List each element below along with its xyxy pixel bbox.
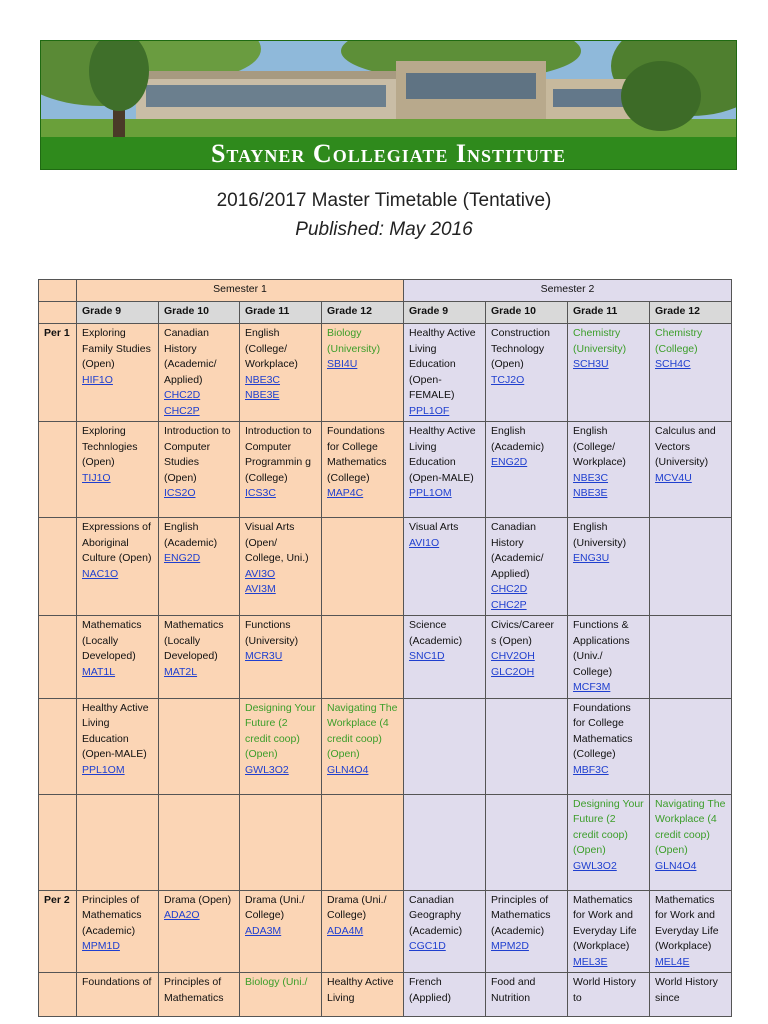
course-cell [240, 794, 322, 890]
course-cell [322, 890, 404, 973]
period-label [39, 698, 77, 794]
semester-1-header: Semester 1 [77, 280, 404, 302]
course-cell [650, 422, 732, 518]
period-label: Per 1 [39, 324, 77, 422]
period-label: Per 2 [39, 890, 77, 973]
course-title: English (College/ Workplace) [245, 327, 298, 370]
timetable-row [39, 973, 732, 1017]
course-code-link[interactable]: ICS3C [245, 487, 276, 499]
course-title: Designing Your Future (2 credit coop) (Open) [573, 797, 644, 856]
course-code-link[interactable]: SCH3U [573, 358, 609, 370]
timetable-row [39, 890, 732, 973]
corner-cell [39, 280, 77, 302]
course-code-link[interactable]: NBE3C [245, 373, 281, 386]
course-cell [486, 422, 568, 518]
course-code-link[interactable]: AVI3O [245, 567, 276, 580]
course-title: Exploring Technlogies (Open) [82, 425, 138, 468]
course-cell [568, 890, 650, 973]
school-name: Stayner Collegiate Institute [41, 137, 736, 170]
course-code-link[interactable]: MAP4C [327, 487, 364, 499]
course-cell [77, 794, 159, 890]
course-code-link[interactable]: GWL3O2 [573, 859, 617, 872]
course-title: Exploring Family Studies (Open) [82, 327, 151, 370]
course-code-link[interactable]: GLN4O4 [655, 859, 697, 872]
course-code-link[interactable]: MAT2L [164, 665, 198, 678]
course-code-link[interactable]: CHC2D [491, 583, 528, 595]
course-cell [568, 973, 650, 1017]
course-title: Mathematics for Work and Everyday Life (Workplace) [573, 893, 637, 952]
grade-header: Grade 12 [650, 302, 732, 324]
course-title: English (Academic) [491, 425, 545, 453]
document-subtitle: Published: May 2016 [295, 219, 473, 240]
course-cell [77, 890, 159, 973]
course-code-link[interactable]: MEL4E [655, 955, 690, 968]
course-title: English (College/ Workplace) [573, 425, 626, 468]
course-cell [159, 794, 240, 890]
timetable-row [39, 794, 732, 890]
course-cell [486, 890, 568, 973]
course-cell [240, 324, 322, 422]
course-title: Visual Arts [409, 521, 459, 533]
period-label [39, 518, 77, 616]
grade-header: Grade 10 [486, 302, 568, 324]
course-title: Healthy Active Living Education (Open-MALE) [409, 425, 476, 484]
course-code-link[interactable]: SBI4U [327, 358, 358, 370]
course-code-link[interactable]: NBE3E [245, 389, 280, 401]
course-title: World History to [573, 976, 636, 1004]
course-cell [404, 616, 486, 699]
course-cell [404, 973, 486, 1017]
course-cell [650, 794, 732, 890]
course-title: Science (Academic) [409, 619, 463, 647]
course-code-link[interactable]: SNC1D [409, 650, 445, 662]
course-title: Healthy Active Living Education (Open-FEMALE) [409, 327, 476, 401]
grade-header: Grade 10 [159, 302, 240, 324]
course-cell [322, 518, 404, 616]
course-title: Introduction to Computer Programmin g (College) [245, 425, 312, 484]
course-cell [159, 973, 240, 1017]
course-title: Food and Nutrition [491, 976, 536, 1004]
course-title: Mathematics (Locally Developed) [82, 619, 142, 662]
course-code-link[interactable]: MBF3C [573, 763, 609, 776]
document-title: 2016/2017 Master Timetable (Tentative) [216, 190, 552, 211]
course-cell [404, 890, 486, 973]
course-code-link[interactable]: MEL3E [573, 955, 608, 968]
course-title: Navigating The Workplace (4 credit coop) (Open) [327, 701, 398, 760]
course-code-link[interactable]: ADA4M [327, 924, 364, 937]
timetable-row [39, 324, 732, 422]
course-cell [159, 518, 240, 616]
course-cell [322, 698, 404, 794]
course-title: Functions & Applications (Univ./ College) [573, 619, 630, 678]
course-cell [240, 616, 322, 699]
course-title: Calculus and Vectors (University) [655, 425, 716, 468]
course-title: Construction Technology (Open) [491, 327, 550, 370]
course-code-link[interactable]: SCH4C [655, 358, 691, 370]
course-code-link[interactable]: TCJ2O [491, 373, 525, 386]
course-cell [650, 973, 732, 1017]
course-title: Principles of Mathematics [164, 976, 224, 1004]
course-cell [650, 698, 732, 794]
course-code-link[interactable]: AVI1O [409, 536, 440, 549]
course-cell [322, 422, 404, 518]
course-cell [240, 698, 322, 794]
course-code-link[interactable]: GLC2OH [491, 665, 535, 678]
semester-header-row [39, 280, 732, 302]
course-title: English (University) [573, 521, 627, 549]
course-cell [404, 324, 486, 422]
course-title: Introduction to Computer Studies (Open) [164, 425, 231, 484]
grade-header: Grade 12 [322, 302, 404, 324]
course-cell [650, 616, 732, 699]
course-title: Civics/Career s (Open) [491, 619, 555, 647]
course-title: English (Academic) [164, 521, 218, 549]
course-cell [322, 973, 404, 1017]
course-code-link[interactable]: NAC1O [82, 567, 119, 580]
course-cell [486, 518, 568, 616]
course-cell [240, 518, 322, 616]
course-title: Mathematics for Work and Everyday Life (Workplace) [655, 893, 719, 952]
course-title: Healthy Active Living [327, 976, 394, 1004]
course-cell [568, 422, 650, 518]
course-title: Canadian Geography (Academic) [409, 893, 463, 937]
course-title: Visual Arts (Open/ College, Uni.) [245, 521, 309, 564]
grade-header: Grade 9 [404, 302, 486, 324]
course-title: Canadian History (Academic/ Applied) [164, 327, 217, 386]
course-title: Navigating The Workplace (4 credit coop) (Open) [655, 797, 726, 856]
course-title: Chemistry (College) [655, 327, 703, 355]
course-title: Biology (University) [327, 327, 381, 355]
course-cell [650, 518, 732, 616]
course-cell [404, 794, 486, 890]
course-cell [568, 698, 650, 794]
course-title: Canadian History (Academic/ Applied) [491, 521, 544, 580]
corner-cell [39, 302, 77, 324]
course-title: Biology (Uni./ [245, 976, 308, 988]
grade-header-row [39, 302, 732, 324]
course-code-link[interactable]: MAT1L [82, 665, 116, 678]
period-label [39, 794, 77, 890]
course-cell [77, 973, 159, 1017]
course-title: Foundations for College Mathematics (College) [573, 701, 633, 760]
course-code-link[interactable]: ICS2O [164, 487, 196, 499]
course-code-link[interactable]: MCF3M [573, 681, 611, 693]
course-cell [159, 890, 240, 973]
course-cell [404, 518, 486, 616]
course-cell [486, 973, 568, 1017]
course-cell [240, 973, 322, 1017]
course-cell [77, 422, 159, 518]
grade-header: Grade 9 [77, 302, 159, 324]
course-code-link[interactable]: CHC2D [164, 389, 201, 401]
course-cell [322, 794, 404, 890]
course-cell [322, 616, 404, 699]
course-code-link[interactable]: MPM1D [82, 940, 120, 952]
timetable-row [39, 518, 732, 616]
course-code-link[interactable]: MPM2D [491, 940, 529, 952]
course-code-link[interactable]: HIF1O [82, 373, 113, 386]
course-title: Drama (Uni./ College) [245, 893, 305, 921]
period-label [39, 973, 77, 1017]
course-code-link[interactable]: ENG3U [573, 552, 610, 564]
course-cell [404, 422, 486, 518]
course-cell [486, 616, 568, 699]
course-cell [159, 616, 240, 699]
course-title: Expressions of Aboriginal Culture (Open) [82, 521, 152, 564]
course-title: Foundations of [82, 976, 152, 988]
course-title: World History since [655, 976, 718, 1004]
course-title: Principles of Mathematics (Academic) [82, 893, 142, 937]
course-cell [486, 698, 568, 794]
course-code-link[interactable]: MCV4U [655, 471, 692, 484]
course-cell [77, 698, 159, 794]
course-cell [486, 794, 568, 890]
period-label [39, 616, 77, 699]
course-cell [240, 890, 322, 973]
course-code-link[interactable]: GWL3O2 [245, 763, 289, 776]
course-code-link[interactable]: PPL1OM [409, 487, 452, 499]
course-cell [404, 698, 486, 794]
school-banner [40, 40, 737, 170]
course-title: Functions (University) [245, 619, 299, 647]
course-cell [77, 518, 159, 616]
course-cell [486, 324, 568, 422]
course-title: French (Applied) [409, 976, 452, 1004]
course-code-link[interactable]: CGC1D [409, 940, 446, 952]
course-code-link[interactable]: MCR3U [245, 650, 283, 662]
course-cell [240, 422, 322, 518]
course-cell [77, 616, 159, 699]
course-code-link[interactable]: CHC2P [164, 404, 200, 417]
course-code-link[interactable]: PPL1OF [409, 404, 450, 417]
course-code-link[interactable]: NBE3C [573, 471, 609, 484]
course-code-link[interactable]: TIJ1O [82, 471, 111, 484]
grade-header: Grade 11 [240, 302, 322, 324]
course-code-link[interactable]: CHC2P [491, 598, 527, 611]
timetable-row [39, 422, 732, 518]
course-cell [159, 324, 240, 422]
semester-2-header: Semester 2 [404, 280, 732, 302]
period-label [39, 422, 77, 518]
course-title: Drama (Open) [164, 893, 232, 906]
course-cell [159, 698, 240, 794]
course-cell [568, 794, 650, 890]
grade-header: Grade 11 [568, 302, 650, 324]
course-cell [568, 616, 650, 699]
course-title: Designing Your Future (2 credit coop) (Open) [245, 701, 316, 760]
course-cell [322, 324, 404, 422]
course-code-link[interactable]: GLN4O4 [327, 763, 369, 776]
course-cell [568, 518, 650, 616]
course-cell [568, 324, 650, 422]
master-timetable [38, 279, 732, 1017]
course-cell [159, 422, 240, 518]
course-title: Drama (Uni./ College) [327, 893, 387, 921]
course-cell [77, 324, 159, 422]
timetable-row [39, 698, 732, 794]
course-code-link[interactable]: AVI3M [245, 583, 276, 595]
course-code-link[interactable]: NBE3E [573, 487, 608, 499]
course-title: Principles of Mathematics (Academic) [491, 893, 551, 937]
course-title: Mathematics (Locally Developed) [164, 619, 224, 662]
course-cell [650, 890, 732, 973]
course-title: Foundations for College Mathematics (College) [327, 425, 387, 484]
course-title: Healthy Active Living Education (Open-MALE) [82, 701, 149, 760]
course-code-link[interactable]: ADA2O [164, 909, 200, 921]
course-code-link[interactable]: CHV2OH [491, 650, 535, 662]
course-code-link[interactable]: ADA3M [245, 924, 282, 937]
course-code-link[interactable]: PPL1OM [82, 763, 125, 776]
timetable-row [39, 616, 732, 699]
course-cell [650, 324, 732, 422]
course-code-link[interactable]: ENG2D [491, 456, 528, 468]
course-code-link[interactable]: ENG2D [164, 552, 201, 564]
course-title: Chemistry (University) [573, 327, 627, 355]
